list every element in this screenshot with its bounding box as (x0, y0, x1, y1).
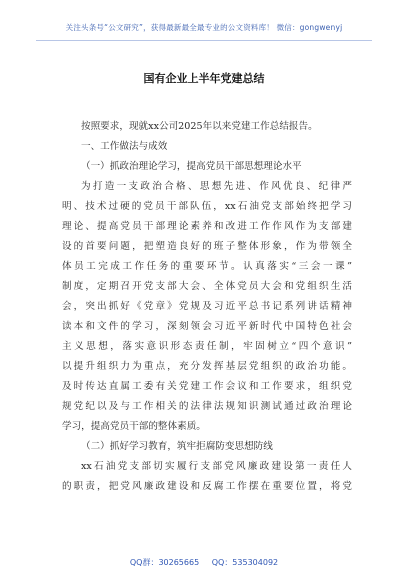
paragraph-line: 的职责，把党风廉政建设和反腐工作摆在重要位置，将党 (62, 481, 352, 492)
qq-contact-text: QQ：535304092 (211, 558, 279, 567)
section-heading: 一、工作做法与成效 (81, 141, 168, 152)
paragraph-line: 及时传达直属工委有关党建工作会议和工作要求，组织党 (62, 381, 352, 392)
paragraph-line: 学习，提高党员干部的整体素质。 (62, 421, 206, 432)
paragraph-2 (62, 457, 352, 497)
paragraph-line: 为打造一支政治合格、思想先进、作风优良、纪律严 (81, 181, 352, 192)
paragraph-1 (62, 177, 352, 437)
paragraph-line: 读本和文件的学习，深刻领会习近平新时代中国特色社会 (62, 321, 352, 332)
subsection-heading-2: （二）抓好学习教育，筑牢拒腐防变思想防线 (81, 441, 273, 452)
paragraph-line: 以提升组织力为重点，充分发挥基层党组织的政治功能。 (62, 361, 352, 372)
intro-paragraph: 按照要求，现就xx公司2025年以来党建工作总结报告。 (81, 121, 318, 132)
qq-group-text: QQ群：30265665 (129, 558, 200, 567)
paragraph-line: 明、技术过硬的党员干部队伍，xx石油党支部始终把学习 (62, 201, 352, 212)
contact-footer (0, 557, 408, 568)
paragraph-line: 规党纪以及与工作相关的法律法规知识测试通过政治理论 (62, 401, 352, 412)
paragraph-line: 理论、提高党员干部理论素养和改进工作作风作为支部建 (62, 221, 352, 232)
paragraph-line: 会，突出抓好《党章》党规及习近平总书记系列讲话精神 (62, 301, 352, 312)
paragraph-line: 制度，定期召开党支部大会、全体党员大会和党组织生活 (62, 281, 352, 292)
subsection-heading: （一）抓政治理论学习，提高党员干部思想理论水平 (81, 161, 302, 172)
paragraph-line: 主义思想，落实意识形态责任制，牢固树立“四个意识” (62, 341, 352, 352)
document-title: 国有企业上半年党建总结 (143, 72, 265, 85)
promo-header: 关注头条号“公文研究”，获得最新最全最专业的公文资料库！ 微信：gongwenyj (65, 23, 343, 32)
paragraph-line: 体员工完成工作任务的重要环节。认真落实“三会一课” (62, 261, 352, 272)
header-divider (36, 40, 372, 41)
paragraph-line: xx石油党支部切实履行支部党风廉政建设第一责任人 (81, 461, 352, 472)
paragraph-line: 设的首要问题，把塑造良好的班子整体形象，作为带领全 (62, 241, 352, 252)
document-body (62, 117, 352, 497)
